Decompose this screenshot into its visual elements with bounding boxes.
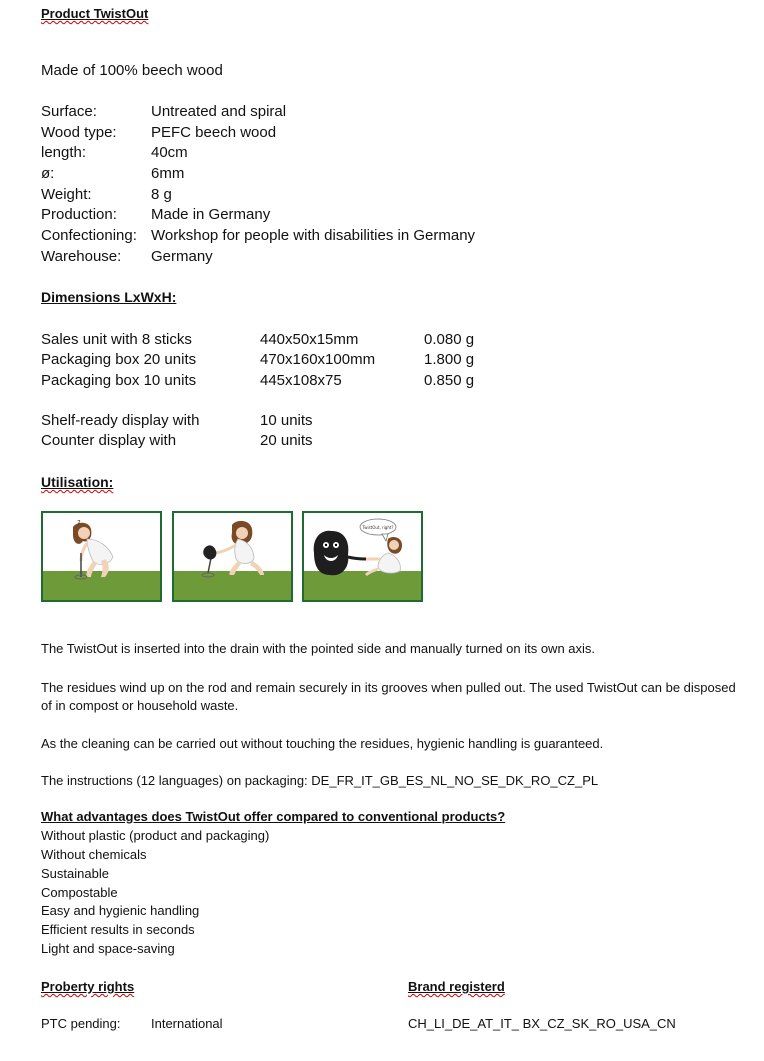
dimension-weight: 1.800 g — [424, 351, 475, 368]
utilisation-paragraph: The residues wind up on the rod and remain securely in its grooves when pulled out. The used TwistOut can be disposed of in compost or household waste. — [41, 680, 736, 713]
list-item: Without plastic (product and packaging) — [41, 828, 270, 843]
woman-pulling-stick-illustration — [174, 513, 291, 600]
dimension-weight: 0.080 g — [424, 331, 475, 348]
list-item: Easy and hygienic handling — [41, 903, 200, 918]
utilisation-heading-text: Utilisation: — [41, 474, 114, 490]
display-name: Counter display with — [41, 432, 177, 449]
display-units: 20 units — [260, 432, 313, 449]
spec-value: Workshop for people with disabilities in Germany — [151, 227, 476, 244]
product-title — [41, 6, 148, 21]
spec-label: Production: — [41, 206, 117, 223]
brand-heading-text: Brand registerd — [408, 979, 505, 994]
list-item: Light and space-saving — [41, 941, 175, 956]
rights-value: International — [151, 1016, 223, 1031]
dimension-name: Packaging box 10 units — [41, 372, 197, 389]
illustration-step-1 — [41, 511, 162, 602]
product-title-text: Product TwistOut — [41, 6, 149, 21]
spec-label: Weight: — [41, 186, 92, 203]
dimensions-heading-text: Dimensions LxWxH: — [41, 289, 177, 305]
dimension-size: 440x50x15mm — [260, 331, 359, 348]
utilisation-paragraph: The instructions (12 languages) on packaging: DE_FR_IT_GB_ES_NL_NO_SE_DK_RO_CZ_PL — [41, 773, 599, 788]
hair-monster-illustration — [304, 513, 421, 600]
list-item: Efficient results in seconds — [41, 922, 195, 937]
utilisation-heading — [41, 474, 113, 490]
display-name: Shelf-ready display with — [41, 412, 200, 429]
spec-label: ø: — [41, 165, 55, 182]
dimension-weight: 0.850 g — [424, 372, 475, 389]
dimension-name: Packaging box 20 units — [41, 351, 197, 368]
woman-inserting-stick-illustration — [43, 513, 160, 600]
rights-heading — [41, 979, 134, 994]
dimensions-heading — [41, 289, 176, 305]
dimension-size: 445x108x75 — [260, 372, 342, 389]
svg-text:?: ? — [77, 519, 81, 527]
spec-label: Wood type: — [41, 124, 117, 141]
dimension-size: 470x160x100mm — [260, 351, 376, 368]
spec-value: Germany — [151, 248, 213, 265]
list-item: Without chemicals — [41, 847, 147, 862]
brand-heading — [408, 979, 505, 994]
list-item: Sustainable — [41, 866, 109, 881]
spec-value: 40cm — [151, 144, 188, 161]
spec-label: Confectioning: — [41, 227, 137, 244]
illustration-step-2 — [172, 511, 293, 602]
spec-value: 6mm — [151, 165, 185, 182]
utilisation-paragraph: The TwistOut is inserted into the drain with the pointed side and manually turned on its own axis. — [41, 641, 596, 656]
utilisation-paragraph: As the cleaning can be carried out without touching the residues, hygienic handling is guaranteed. — [41, 736, 604, 751]
spec-value: 8 g — [151, 186, 172, 203]
display-units: 10 units — [260, 412, 313, 429]
brand-value: CH_LI_DE_AT_IT_ BX_CZ_SK_RO_USA_CN — [408, 1016, 676, 1031]
spec-value: Untreated and spiral — [151, 103, 287, 120]
spec-value: Made in Germany — [151, 206, 271, 223]
illustration-step-3 — [302, 511, 423, 602]
spec-value: PEFC beech wood — [151, 124, 277, 141]
rights-label: PTC pending: — [41, 1016, 121, 1031]
spec-label: Surface: — [41, 103, 97, 120]
speech-bubble-text: TwistOut, right? — [362, 525, 394, 530]
advantages-heading: What advantages does TwistOut offer compared to conventional products? — [41, 809, 506, 824]
spec-label: length: — [41, 144, 87, 161]
rights-heading-text: Proberty rights — [41, 979, 135, 994]
dimension-name: Sales unit with 8 sticks — [41, 331, 192, 348]
material-line: Made of 100% beech wood — [41, 62, 223, 79]
list-item: Compostable — [41, 885, 118, 900]
spec-label: Warehouse: — [41, 248, 122, 265]
